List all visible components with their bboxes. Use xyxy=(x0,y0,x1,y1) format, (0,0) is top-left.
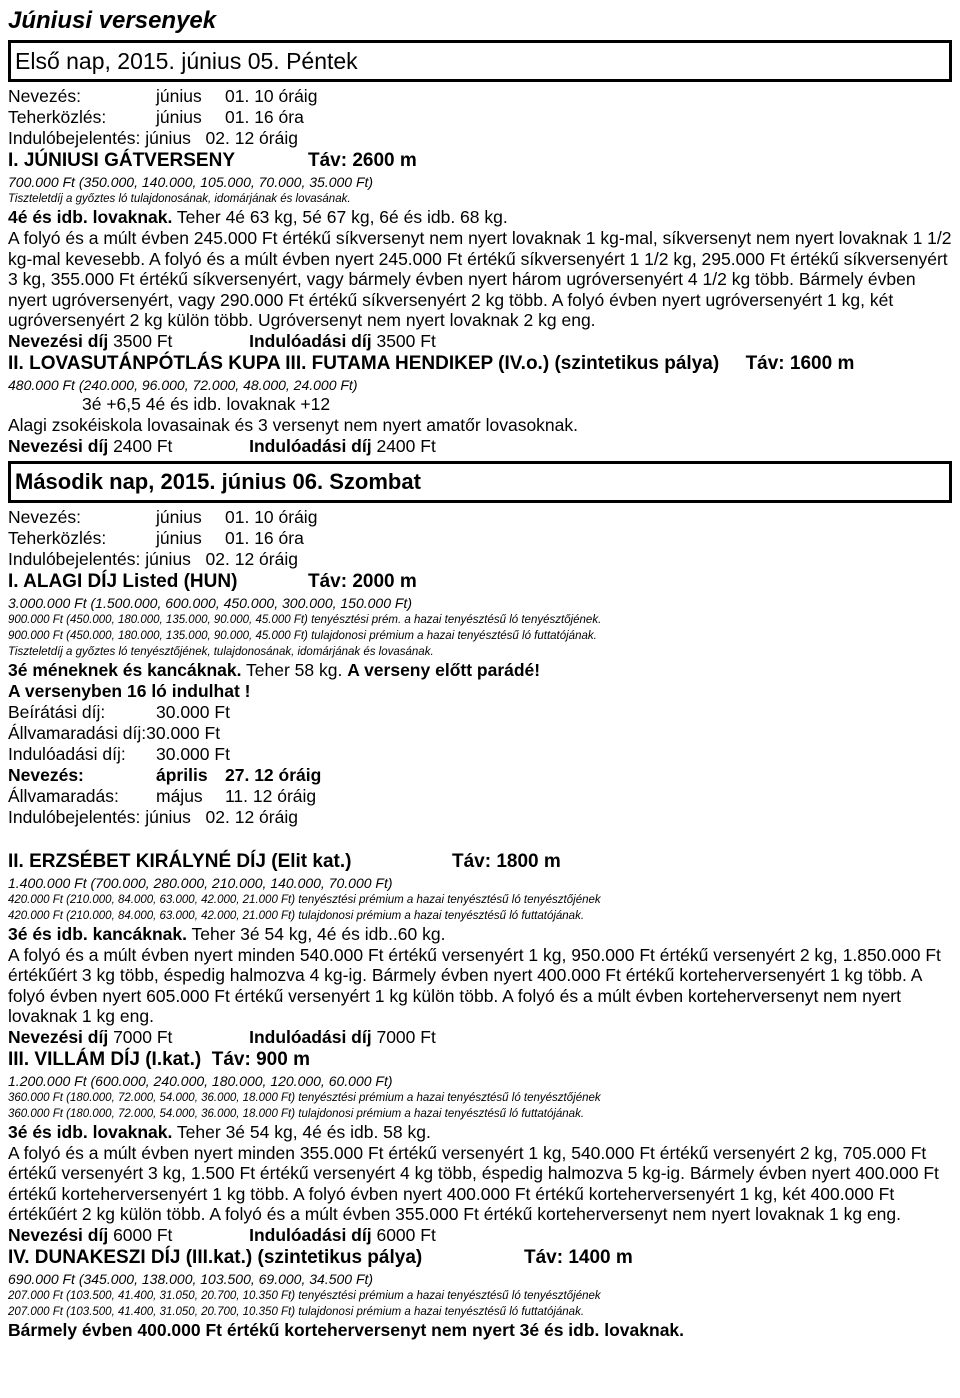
deadline-label: Nevezés: xyxy=(8,764,84,785)
schedule-month: június xyxy=(145,128,191,148)
fee-value: 2400 Ft xyxy=(113,435,173,456)
race-weights xyxy=(8,924,952,945)
race-prize-owner: 207.000 Ft (103.500, 41.400, 31.050, 20.700, 10.350 Ft) tulajdonosi prémium a hazai tenyésztésű ló futtatójának. xyxy=(8,1305,585,1318)
schedule-row xyxy=(8,549,952,570)
race-prize-breeder: 420.000 Ft (210.000, 84.000, 63.000, 42.000, 21.000 Ft) tenyésztési prémium a hazai tenyésztésű ló tenyésztőjének xyxy=(8,893,601,906)
fee-value: 6000 Ft xyxy=(113,1224,173,1245)
race-title xyxy=(8,1048,952,1072)
fee-value: 30.000 Ft xyxy=(156,743,230,764)
race-weights-text: Teher 4é 63 kg, 5é 67 kg, 6é és idb. 68 kg. xyxy=(172,207,508,227)
deadline-row xyxy=(8,786,952,807)
fee-label: Nevezési díj xyxy=(8,330,109,351)
race-name: II. ERZSÉBET KIRÁLYNÉ DÍJ (Elit kat.) xyxy=(8,850,352,872)
race-conditions: Alagi zsokéiskola lovasainak és 3 versenyt nem nyert amatőr lovasoknak. xyxy=(8,414,578,435)
race-weights-text: Teher 58 kg. xyxy=(241,659,348,680)
fee-label: Beírátási díj: xyxy=(8,701,106,722)
schedule-time: 01. 16 óra xyxy=(225,527,304,548)
schedule-month: június xyxy=(145,548,191,569)
schedule-month: június xyxy=(156,506,202,527)
day2-header-text: Második nap, 2015. június 06. Szombat xyxy=(15,468,421,494)
schedule-row xyxy=(8,528,952,549)
race-weights-class: 3é és idb. kancáknak. xyxy=(8,923,187,944)
schedule-row xyxy=(8,107,952,128)
deadline-month: április xyxy=(156,764,208,785)
race-prize-owner: 420.000 Ft (210.000, 84.000, 63.000, 42.000, 21.000 Ft) tulajdonosi prémium a hazai tenyésztésű ló futtatójának. xyxy=(8,909,585,922)
schedule-label: Nevezés: xyxy=(8,506,81,527)
race-prize: 1.200.000 Ft (600.000, 240.000, 180.000, 120.000, 60.000 Ft) xyxy=(8,1072,393,1089)
race-prize: 3.000.000 Ft (1.500.000, 600.000, 450.000, 300.000, 150.000 Ft) xyxy=(8,594,412,611)
race-prize: 700.000 Ft (350.000, 140.000, 105.000, 70.000, 35.000 Ft) xyxy=(8,174,374,190)
schedule-row xyxy=(8,86,952,107)
race-weights-class: 3é méneknek és kancáknak. xyxy=(8,659,242,680)
race-conditions: A folyó és a múlt évben 245.000 Ft értékű síkversenyt nem nyert lovaknak 1 kg-mal, síkversenyt nem nyert lovaknak 1 1/2 kg-mal kevesebb. A folyó és a múlt évben nyert 245.000 Ft értékű síkversenyért 1 1/2 kg, 295.000 Ft értékű síkversenyért 3 kg, 355.000 Ft értékű síkversenyért, vagy bármely évben nyert három ugróversenyért 4 1/2 kg több. Bármely évben nyert ugróversenyért, vagy 290.000 Ft értékű síkversenyért 2 kg több. A folyó évben nyert ugróversenyért 1 kg, két ugróversenyért 2 kg külön több. Ugróversenyt nem nyert lovaknak 2 kg eng. xyxy=(8,228,952,330)
deadline-time: 11. 12 óráig xyxy=(225,785,317,806)
race-title xyxy=(8,570,952,594)
race-conditions: A folyó és a múlt évben nyert minden 355.000 Ft értékű versenyért 1 kg, 540.000 Ft értékű versenyért 2 kg, 705.000 Ft értékű versenyért 3 kg, 1.500 Ft értékű versenyért 4 kg több, éspedig halmozva 5 kg-ig. Bármely évben nyert 400.000 Ft értékű korteherversenyért 1 kg több. A folyó évben nyert 400.000 Ft értékű korteherversenyért 1 kg, két 400.000 Ft értékűért 2 kg külön több. A folyó és a múlt évben 355.000 Ft értékű korteherversenyt nem nyert lovaknak 1 kg eng. xyxy=(8,1142,939,1224)
fee-row xyxy=(8,702,952,723)
race-parade: A verseny előtt parádé! xyxy=(347,659,541,680)
deadline-label: Indulóbejelentés: xyxy=(8,806,141,827)
race-weights-class: 4é és idb. lovaknak. xyxy=(8,207,173,227)
race-prize: 690.000 Ft (345.000, 138.000, 103.500, 69.000, 34.500 Ft) xyxy=(8,1270,374,1287)
day2-race2 xyxy=(8,850,952,1048)
fee-value: 7000 Ft xyxy=(113,1026,173,1047)
start-fee-label: Indulóadási díj xyxy=(249,330,372,351)
fee-label: Nevezési díj xyxy=(8,435,109,456)
race-fees xyxy=(8,1225,952,1246)
race-fees xyxy=(8,436,952,457)
schedule-row xyxy=(8,507,952,528)
race-title xyxy=(8,850,952,874)
start-fee-value: 2400 Ft xyxy=(376,435,436,456)
race-fees xyxy=(8,331,952,352)
fee-value: 3500 Ft xyxy=(113,330,173,351)
race-name: I. ALAGI DÍJ Listed (HUN) xyxy=(8,570,238,592)
race-prize-owner: 900.000 Ft (450.000, 180.000, 135.000, 90.000, 45.000 Ft) tulajdonosi prémium a hazai tenyésztésű ló futtatójának. xyxy=(8,629,597,642)
schedule-time: 01. 16 óra xyxy=(225,107,304,127)
start-fee-label: Indulóadási díj xyxy=(249,1026,372,1047)
race-conditions: A folyó és a múlt évben nyert minden 540.000 Ft értékű versenyért 1 kg, 950.000 Ft értékű versenyért 2 kg, 1.850.000 Ft értékűért 3 kg több, éspedig halmozva 4 kg-ig. Bármely évben nyert 400.000 Ft értékű korteherversenyért 1 kg több. A folyó évben nyert 605.000 Ft értékű versenyért 1 kg külön több. A folyó és a múlt évben korteherversenyt nem nyert lovaknak 1 kg eng. xyxy=(8,944,941,1026)
schedule-time: 01. 10 óráig xyxy=(225,506,318,527)
deadline-month: május xyxy=(156,785,203,806)
race-distance: Táv: 900 m xyxy=(211,1048,310,1070)
race-prize-breeder: 360.000 Ft (180.000, 72.000, 54.000, 36.000, 18.000 Ft) tenyésztési prémium a hazai tenyésztésű ló tenyésztőjének xyxy=(8,1091,601,1104)
fee-value: 30.000 Ft xyxy=(156,701,230,722)
deadline-month: június xyxy=(145,806,191,827)
race-title xyxy=(8,1246,952,1270)
race-prize: 1.400.000 Ft (700.000, 280.000, 210.000, 140.000, 70.000 Ft) xyxy=(8,874,393,891)
start-fee-value: 6000 Ft xyxy=(376,1224,436,1245)
race-weights-text: Teher 3é 54 kg, 4é és idb. 58 kg. xyxy=(172,1121,431,1142)
day2-race3 xyxy=(8,1048,952,1246)
race-distance: Táv: 1600 m xyxy=(745,352,855,374)
fee-row xyxy=(8,744,952,765)
race-prize-owner: 360.000 Ft (180.000, 72.000, 54.000, 36.000, 18.000 Ft) tulajdonosi prémium a hazai tenyésztésű ló futtatójának. xyxy=(8,1107,585,1120)
race-name: III. VILLÁM DÍJ (I.kat.) xyxy=(8,1048,202,1070)
schedule-label: Teherközlés: xyxy=(8,107,107,127)
deadline-label: Állvamaradás: xyxy=(8,785,119,806)
race-title xyxy=(8,352,952,376)
race-prize: 480.000 Ft (240.000, 96.000, 72.000, 48.000, 24.000 Ft) xyxy=(8,376,358,393)
schedule-label: Indulóbejelentés: xyxy=(8,548,141,569)
race-weights: 3é +6,5 4é és idb. lovaknak +12 xyxy=(82,393,331,414)
race-weights xyxy=(8,660,952,681)
race-distance: Táv: 1400 m xyxy=(524,1246,633,1268)
schedule-time: 02. 12 óráig xyxy=(205,128,298,148)
start-fee-value: 3500 Ft xyxy=(376,330,436,351)
deadline-row xyxy=(8,807,952,828)
race-weights-text: Teher 3é 54 kg, 4é és idb..60 kg. xyxy=(187,923,446,944)
day1-schedule xyxy=(8,86,952,149)
race-weights xyxy=(8,207,952,228)
race-honor: Tiszteletdíj a győztes ló tenyésztőjének, tulajdonosának, idomárjának és lovasának. xyxy=(8,645,434,658)
schedule-time: 01. 10 óráig xyxy=(225,86,318,106)
day2-race1 xyxy=(8,570,952,828)
schedule-time: 02. 12 óráig xyxy=(205,548,298,569)
race-name: I. JÚNIUSI GÁTVERSENY xyxy=(8,150,235,171)
document-page xyxy=(8,6,952,1341)
race-name: II. LOVASUTÁNPÓTLÁS KUPA III. FUTAMA HENDIKEP (IV.o.) (szintetikus pálya) xyxy=(8,352,720,374)
race-weights xyxy=(8,1122,952,1143)
race-name: IV. DUNAKESZI DÍJ (III.kat.) (szintetikus pálya) xyxy=(8,1246,423,1268)
schedule-label: Teherközlés: xyxy=(8,527,107,548)
schedule-month: június xyxy=(156,86,202,106)
race-honor: Tiszteletdíj a győztes ló tulajdonosának, idomárjának és lovasának. xyxy=(8,193,351,205)
deadline-time: 02. 12 óráig xyxy=(205,806,298,827)
fee-label: Indulóadási díj: xyxy=(8,743,126,764)
start-fee-value: 7000 Ft xyxy=(376,1026,436,1047)
race-weights-class: 3é és idb. lovaknak. xyxy=(8,1121,173,1142)
race-distance: Táv: 2600 m xyxy=(308,150,417,171)
start-fee-label: Indulóadási díj xyxy=(249,1224,372,1245)
deadline-row xyxy=(8,765,952,786)
fee-label: Állvamaradási díj: xyxy=(8,722,147,743)
race-limit: A versenyben 16 ló indulhat ! xyxy=(8,680,251,701)
day1-race1 xyxy=(8,149,952,352)
day1-header-text: Első nap, 2015. június 05. Péntek xyxy=(15,48,358,74)
race-title xyxy=(8,149,952,173)
fee-row xyxy=(8,723,952,744)
deadline-time: 27. 12 óráig xyxy=(225,764,322,785)
race-distance: Táv: 2000 m xyxy=(308,570,417,592)
schedule-label: Indulóbejelentés: xyxy=(8,128,141,148)
day2-schedule xyxy=(8,507,952,570)
race-distance: Táv: 1800 m xyxy=(452,850,561,872)
spacer xyxy=(8,828,952,850)
fee-label: Nevezési díj xyxy=(8,1026,109,1047)
day1-header xyxy=(8,40,952,82)
day2-race4 xyxy=(8,1246,952,1341)
schedule-row xyxy=(8,128,952,149)
start-fee-label: Indulóadási díj xyxy=(249,435,372,456)
race-conditions: Bármely évben 400.000 Ft értékű korteherversenyt nem nyert 3é és idb. lovaknak. xyxy=(8,1319,685,1340)
schedule-month: június xyxy=(156,527,202,548)
race-fees xyxy=(8,1027,952,1048)
day2-header xyxy=(8,461,952,503)
race-prize-breeder: 207.000 Ft (103.500, 41.400, 31.050, 20.700, 10.350 Ft) tenyésztési prémium a hazai tenyésztésű ló tenyésztőjének xyxy=(8,1289,601,1302)
race-prize-breeder: 900.000 Ft (450.000, 180.000, 135.000, 90.000, 45.000 Ft) tenyésztési prém. a hazai tenyésztésű ló tenyésztőjének. xyxy=(8,613,602,626)
schedule-label: Nevezés: xyxy=(8,86,81,106)
fee-label: Nevezési díj xyxy=(8,1224,109,1245)
schedule-month: június xyxy=(156,107,202,127)
page-title: Júniusi versenyek xyxy=(8,7,217,34)
fee-value: 30.000 Ft xyxy=(146,722,221,743)
day1-race2 xyxy=(8,352,952,457)
